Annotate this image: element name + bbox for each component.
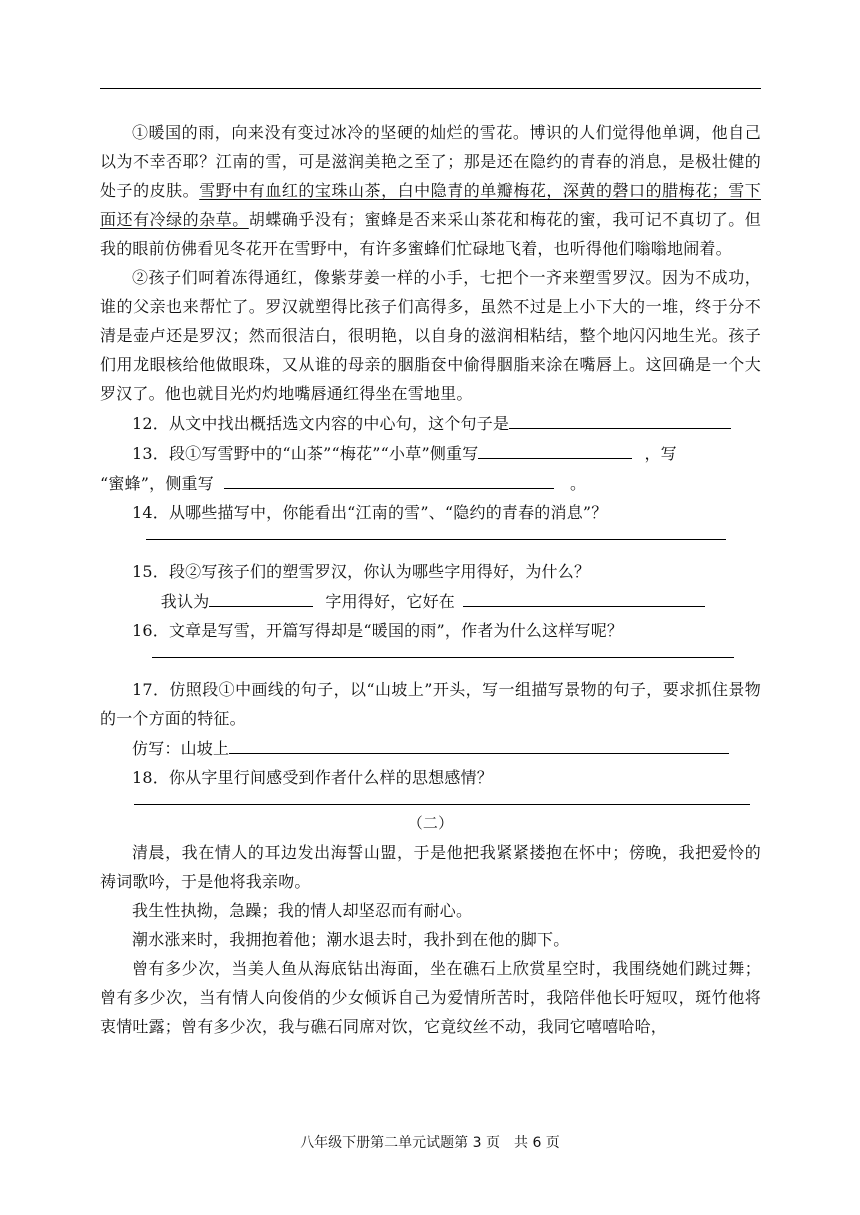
question-17-prefix: 仿写：山坡上: [132, 739, 230, 758]
question-15-answer-row: [100, 586, 761, 616]
question-13-text-d: 。: [569, 474, 587, 493]
answer-line-16[interactable]: [152, 645, 734, 658]
exam-content: [100, 118, 761, 1041]
paragraph-1-text-before: ①暖国的雨，向来没有变过冰冷的坚硬的灿烂的雪花。博识的人们觉得他单调，他自己以为不幸否耶？江南的雪，可是滋润美艳之至了；那是还在隐约的青春的消息，是极壮健的处子的皮肤。: [100, 123, 761, 200]
passage-2-paragraph-3: 潮水涨来时，我拥抱着他；潮水退去时，我扑到在他的脚下。: [132, 930, 570, 949]
answer-blank-15b[interactable]: [463, 586, 705, 607]
answer-blank-17[interactable]: [229, 733, 729, 754]
question-16: 16．文章是写雪，开篇写得却是“暖国的雨”，作者为什么这样写呢？: [132, 621, 624, 640]
question-12: [100, 408, 761, 438]
underlined-sentence: 雪野中有血红的宝珠山茶，白中隐青的单瓣梅花，深黄的磬口的腊梅花；雪下面还有冷绿的杂草。: [100, 181, 761, 229]
answer-blank-12[interactable]: [509, 408, 731, 429]
answer-line-14[interactable]: [146, 527, 726, 540]
question-12-text: 12．从文中找出概括选文内容的中心句，这个句子是: [132, 414, 510, 433]
question-15: 15．段②写孩子们的塑雪罗汉，你认为哪些字用得好，为什么？: [132, 562, 591, 581]
question-14: 14．从哪些描写中，你能看出“江南的雪”、“隐约的青春的消息”？: [132, 503, 608, 522]
question-13-text-a: 13．段①写雪野中的“山茶”“梅花”“小草”侧重写: [132, 444, 479, 463]
passage-paragraph-1: [100, 118, 761, 263]
header-rule: [100, 88, 761, 89]
answer-line-18[interactable]: [134, 792, 750, 805]
question-17-answer-row: [100, 733, 761, 763]
question-13-text-b: ，写: [644, 444, 677, 463]
passage-2-paragraph-2: 我生性执拗，急躁；我的情人却坚忍而有耐心。: [132, 901, 473, 920]
section-2-heading: （二）: [407, 814, 454, 832]
answer-blank-15a[interactable]: [209, 586, 313, 607]
question-15-text-b: 字用得好，它好在: [325, 592, 456, 611]
page-footer: 八年级下册第二单元试题第 3 页 共 6 页: [300, 1135, 560, 1151]
passage-2-paragraph-1: 清晨，我在情人的耳边发出海誓山盟，于是他把我紧紧搂抱在怀中；傍晚，我把爱怜的祷词歌吟，于是他将我亲吻。: [100, 843, 761, 891]
passage-2-paragraph-4: 曾有多少次，当美人鱼从海底钻出海面，坐在礁石上欣赏星空时，我围绕她们跳过舞；曾有多少次，当有情人向俊俏的少女倾诉自己为爱情所苦时，我陪伴他长吁短叹，斑竹他将衷情吐露；曾有多少次，我与礁石同席对饮，它竟纹丝不动，我同它嘻嘻哈哈，: [100, 959, 761, 1036]
paragraph-1-text-after: 胡蝶确乎没有；蜜蜂是否来采山茶花和梅花的蜜，我可记不真切了。但我的眼前仿佛看见冬花开在雪野中，有许多蜜蜂们忙碌地飞着，也听得他们嗡嗡地闹着。: [100, 210, 761, 258]
passage-paragraph-2: ②孩子们呵着冻得通红，像紫芽姜一样的小手，七把个一齐来塑雪罗汉。因为不成功，谁的父亲也来帮忙了。罗汉就塑得比孩子们高得多，虽然不过是上小下大的一堆，终于分不清是壶卢还是罗汉；然而很洁白，很明艳，以自身的滋润相粘结，整个地闪闪地生光。孩子们用龙眼核给他做眼珠，又从谁的母亲的胭脂奁中偷得胭脂来涂在嘴唇上。这回确是一个大罗汉了。他也就目光灼灼地嘴唇通红得坐在雪地里。: [100, 268, 761, 403]
question-13-text-c: “蜜蜂”，侧重写: [100, 474, 214, 493]
question-18: 18．你从字里行间感受到作者什么样的思想感情？: [132, 768, 493, 787]
question-15-text-a: 我认为: [160, 592, 210, 611]
answer-blank-13b[interactable]: [224, 468, 554, 489]
answer-blank-13a[interactable]: [478, 438, 632, 459]
question-13-line-1: [100, 438, 761, 468]
question-13-line-2: [100, 468, 761, 498]
question-17: 17．仿照段①中画线的句子，以“山坡上”开头，写一组描写景物的句子，要求抓住景物的一个方面的特征。: [100, 680, 761, 728]
